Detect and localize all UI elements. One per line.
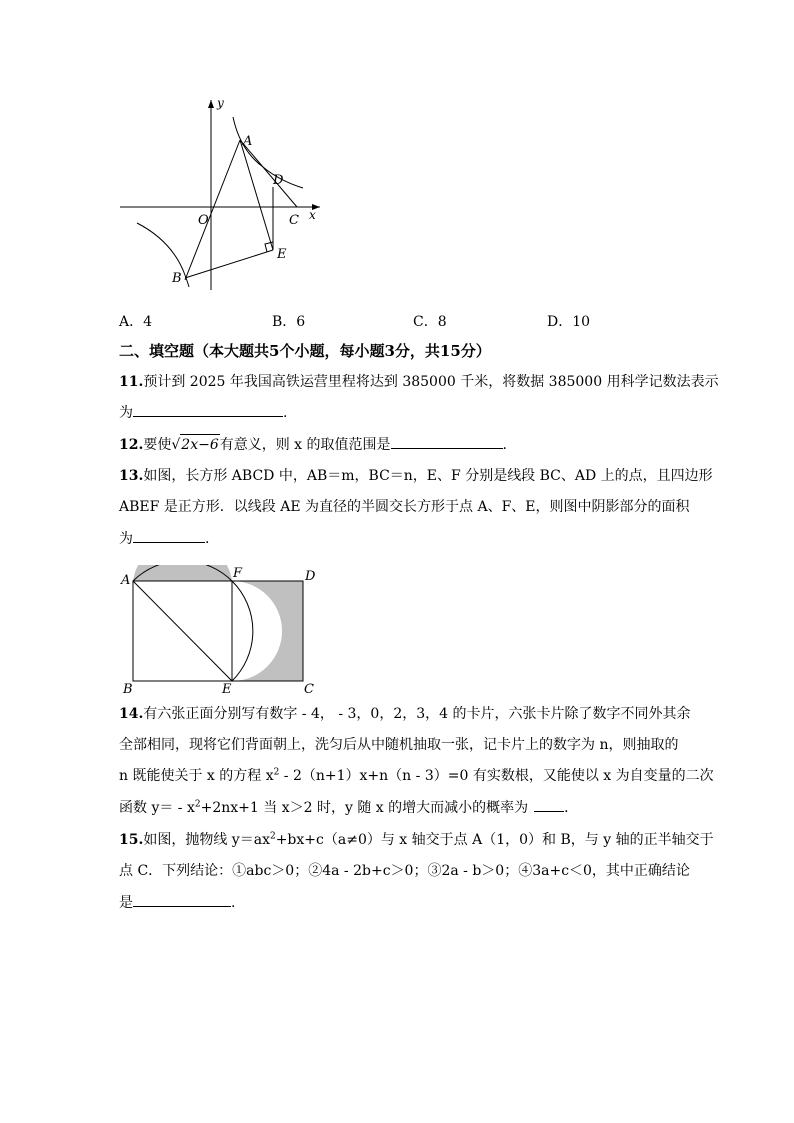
semicircle-arc xyxy=(133,565,253,681)
q14-sup1: 2 xyxy=(273,767,280,778)
q14-text4b: +2nx+1 当 x＞2 时，y 随 x 的增大而减小的概率为 xyxy=(200,800,529,816)
choice-d[interactable]: D．10 xyxy=(547,314,591,330)
q15-sup: 2 xyxy=(269,831,276,842)
q14-text3b: - 2（n+1）x+n（n - 3）=0 有实数根，又能使以 x 为自变量的二次 xyxy=(279,768,714,784)
line-AB xyxy=(185,140,240,280)
label2-A: A xyxy=(121,573,131,588)
rectangle-semicircle-figure xyxy=(118,565,323,697)
q12-end: . xyxy=(502,437,507,453)
q13-prefix: 为 xyxy=(119,531,133,547)
y-axis-arrow xyxy=(208,100,214,108)
q14-line1 xyxy=(119,704,691,724)
coordinate-graph-figure xyxy=(115,95,330,295)
q15-line1 xyxy=(119,830,714,850)
q15-number: 15. xyxy=(119,832,144,848)
label-y: y xyxy=(217,96,224,110)
choice-a[interactable]: A．4 xyxy=(119,314,153,330)
q13-answer-blank[interactable] xyxy=(133,528,205,543)
q14-text1: 有六张正面分别写有数字 - 4， - 3，0，2，3，4 的卡片，六张卡片除了数字不同外其余 xyxy=(143,706,691,722)
q13-line3 xyxy=(119,528,209,549)
label-x: x xyxy=(309,208,316,222)
label-A: A xyxy=(243,134,253,149)
label2-E: E xyxy=(222,682,232,697)
q11-answer-blank[interactable] xyxy=(133,402,283,417)
q11-line1 xyxy=(119,372,719,392)
q14-text4a: 函数 y＝ - x xyxy=(119,800,195,816)
section-title: 二、填空题（本大题共5个小题，每小题3分，共15分） xyxy=(119,342,491,360)
q11-number: 11. xyxy=(119,374,144,390)
label-D: D xyxy=(273,173,284,188)
q14-line2: 全部相同，现将它们背面朝上，洗匀后从中随机抽取一张，记卡片上的数字为 n，则抽取的 xyxy=(119,737,679,753)
label-C: C xyxy=(289,213,299,228)
q13-text1: 如图，长方形 ABCD 中，AB＝m，BC＝n，E、F 分别是线段 BC、AD 上的点，且四边形 xyxy=(143,468,713,484)
q15-answer-blank[interactable] xyxy=(133,892,231,907)
q14-answer-blank[interactable] xyxy=(534,797,564,812)
q12-pre: 要使 xyxy=(143,437,172,453)
q15-text1a: 如图，抛物线 y＝ax xyxy=(143,832,270,848)
label2-D: D xyxy=(305,569,316,584)
q14-line4 xyxy=(119,797,578,818)
shaded-region-right xyxy=(232,581,303,681)
label2-C: C xyxy=(304,682,314,697)
label2-B: B xyxy=(123,682,133,697)
q12-number: 12. xyxy=(119,437,144,453)
shaded-region-top xyxy=(133,565,232,581)
q14-text3a: n 既能使关于 x 的方程 x xyxy=(119,768,274,784)
q15-line2: 点 C．下列结论：①abc＞0；②4a - 2b+c＞0；③2a - b＞0；④3a+c＜0，其中正确结论 xyxy=(119,863,690,879)
label2-F: F xyxy=(233,566,243,581)
q13-number: 13. xyxy=(119,468,144,484)
q12-post: 有意义，则 x 的取值范围是 xyxy=(219,437,391,453)
q14-number: 14. xyxy=(119,706,144,722)
q14-sup2: 2 xyxy=(194,799,201,810)
line-AC xyxy=(240,140,297,207)
q11-line2 xyxy=(119,402,287,423)
q13-suffix: . xyxy=(205,531,210,547)
q12-line: 12.要使√2x−6有意义，则 x 的取值范围是 . xyxy=(119,434,507,455)
diagonal-AE xyxy=(133,581,232,681)
q13-line1 xyxy=(119,466,713,486)
q12-radicand: 2x−6 xyxy=(180,434,219,455)
line-AE xyxy=(240,140,273,250)
q11-text: 预计到 2025 年我国高铁运营里程将达到 385000 千米，将数据 385000 用科学记数法表示 xyxy=(143,374,719,390)
q14-line3 xyxy=(119,766,714,786)
choice-c[interactable]: C．8 xyxy=(413,314,447,330)
q15-text1b: +bx+c（a≠0）与 x 轴交于点 A（1，0）和 B，与 y 轴的正半轴交于 xyxy=(275,832,714,848)
line-BE xyxy=(185,250,273,278)
q14-end: ． xyxy=(564,800,579,816)
choice-b[interactable]: B．6 xyxy=(272,314,306,330)
q11-prefix: 为 xyxy=(119,405,133,421)
q11-suffix: . xyxy=(283,405,288,421)
q15-line3 xyxy=(119,892,235,913)
label-B: B xyxy=(172,271,182,286)
q12-answer-blank[interactable] xyxy=(391,434,503,449)
q15-suffix: . xyxy=(231,895,236,911)
label-E: E xyxy=(277,247,287,262)
q15-prefix: 是 xyxy=(119,895,133,911)
label-O: O xyxy=(198,213,209,228)
q13-line2: ABEF 是正方形．以线段 AE 为直径的半圆交长方形于点 A、F、E，则图中阴影部分的面积 xyxy=(119,499,690,515)
